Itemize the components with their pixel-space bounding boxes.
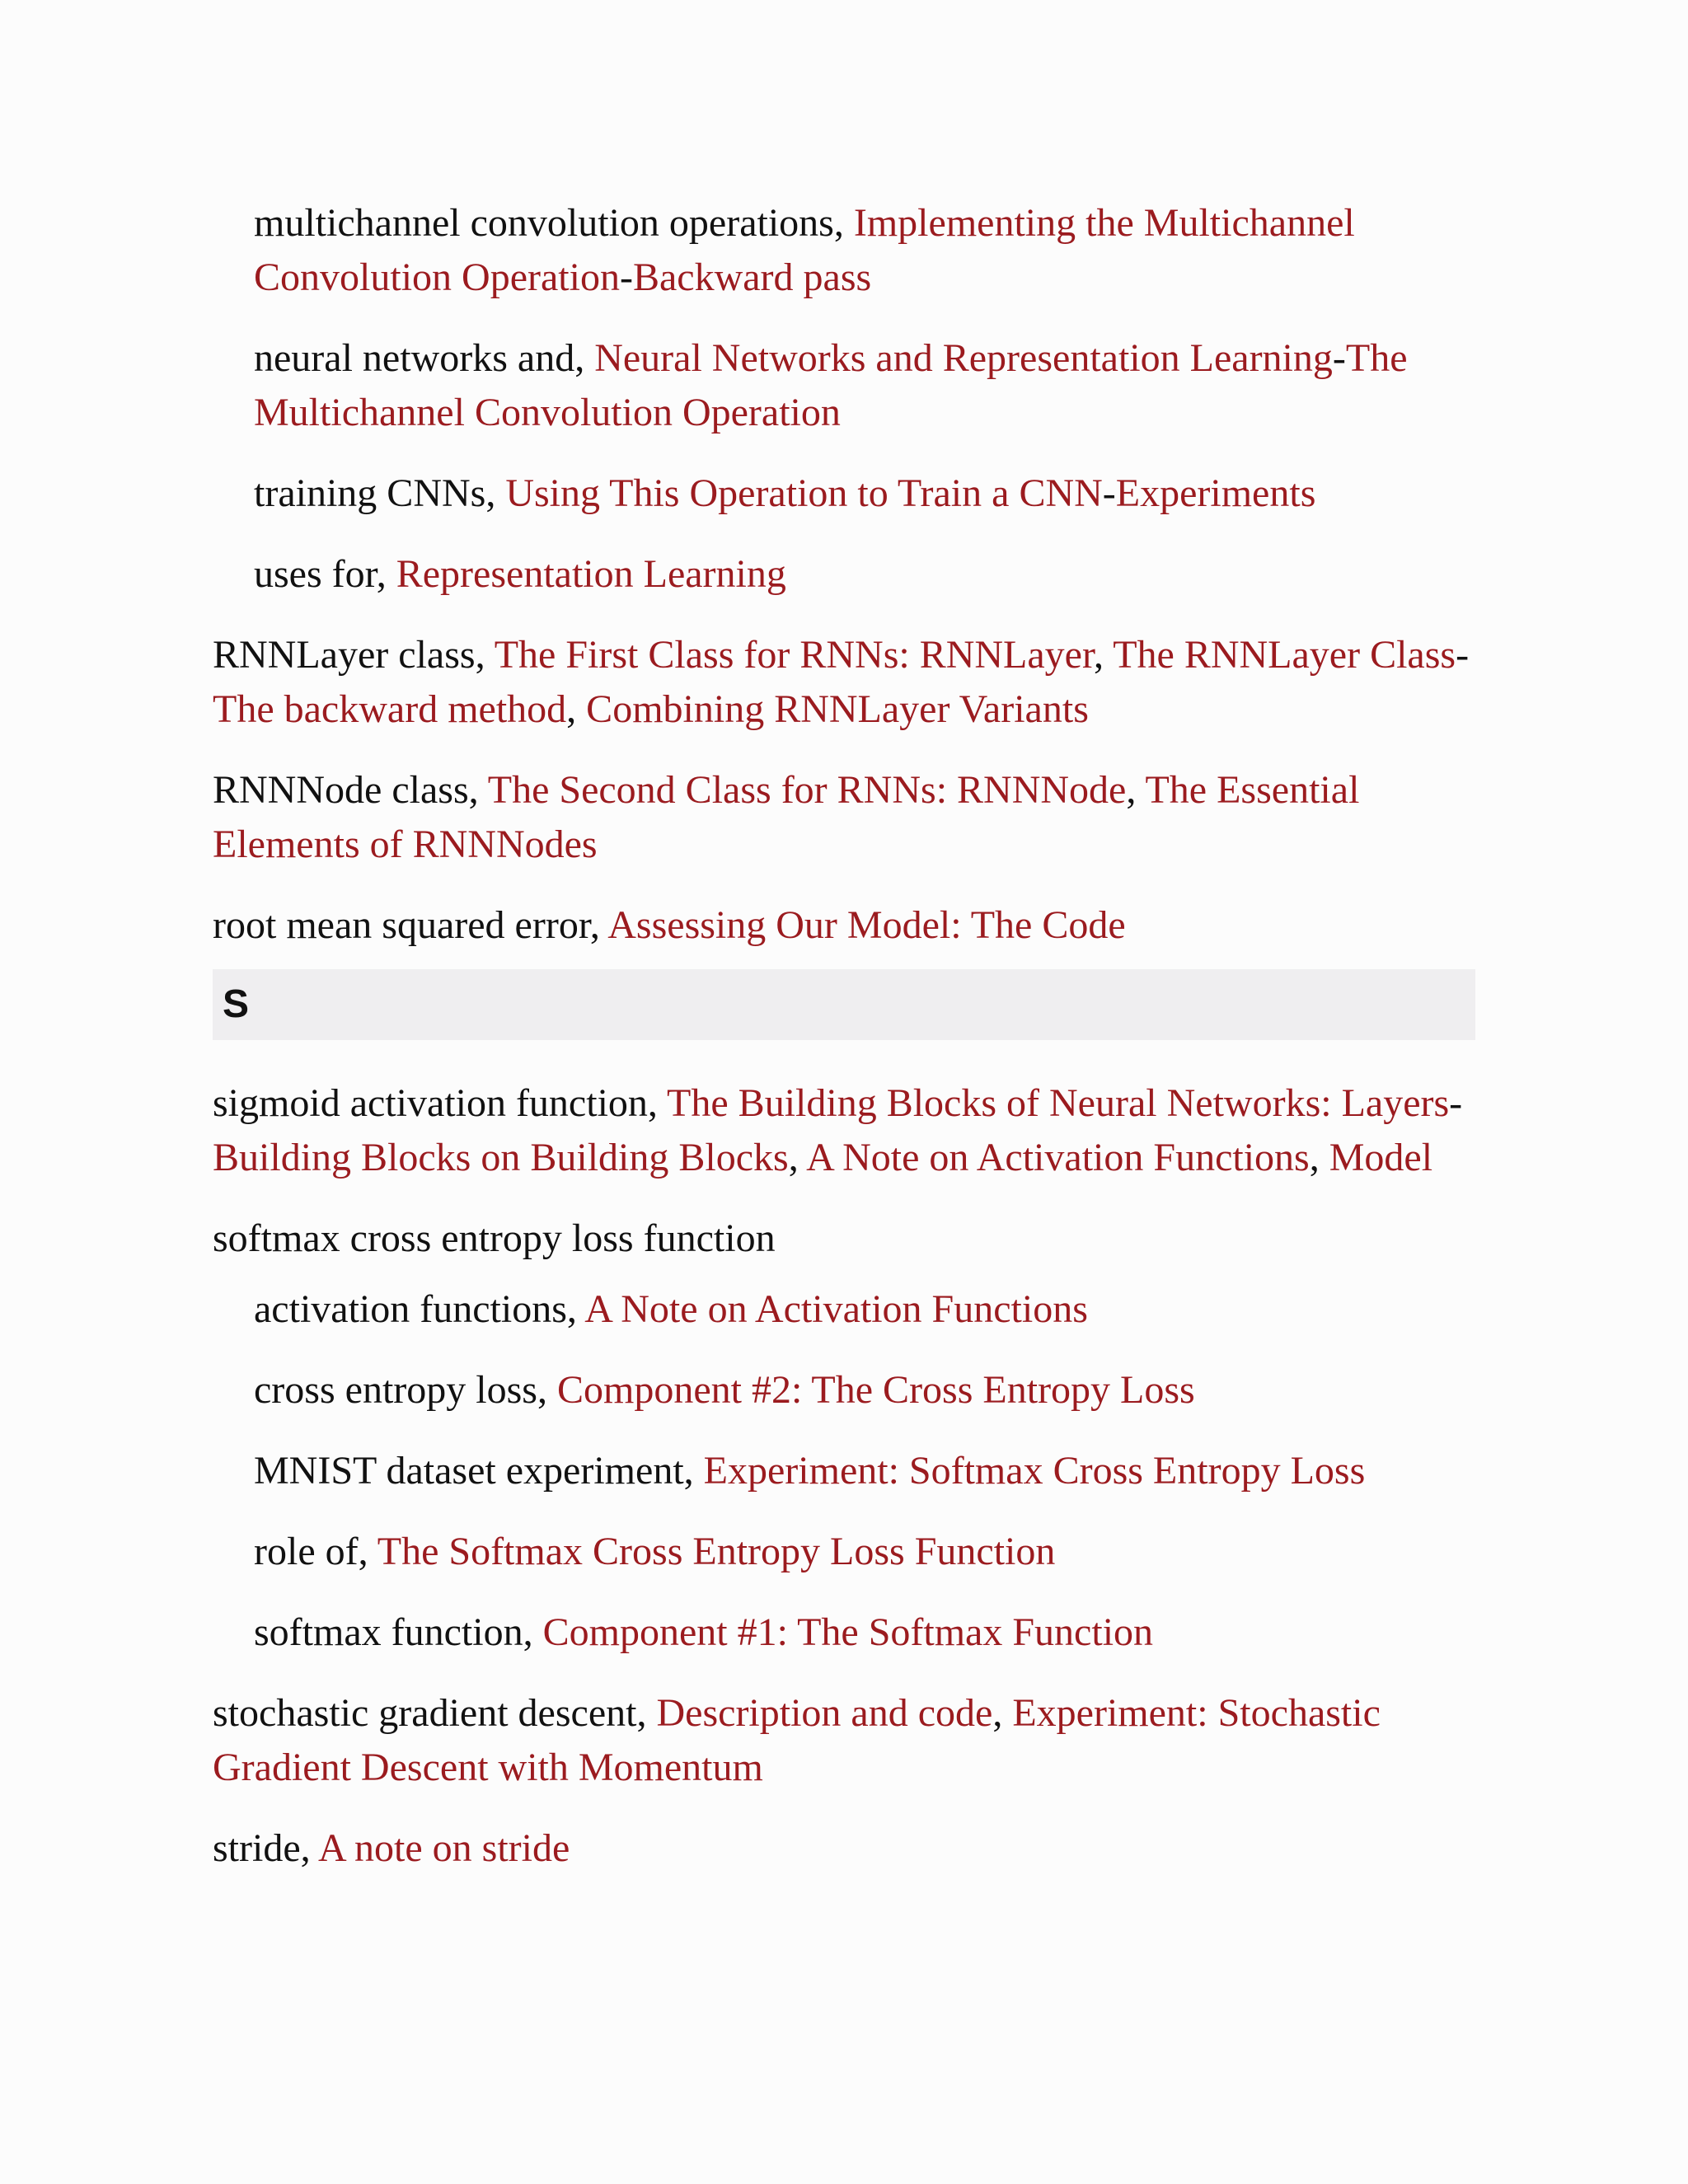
link-separator: -	[619, 255, 633, 299]
index-link-description-and-code[interactable]: Description and code	[656, 1691, 993, 1735]
index-term: multichannel convolution operations,	[254, 201, 854, 245]
link-separator: -	[1456, 633, 1470, 677]
index-entry-root-mean-squared-error	[213, 898, 1475, 953]
index-link-the-rnnlayer-class[interactable]: The RNNLayer Class	[1113, 633, 1456, 677]
index-term: root mean squared error,	[213, 903, 608, 947]
link-separator: -	[1332, 336, 1346, 380]
index-term: RNNNode class,	[213, 768, 488, 812]
index-entry-rnnlayer-class	[213, 628, 1475, 737]
index-link-assessing-our-model-the-code[interactable]: Assessing Our Model: The Code	[607, 903, 1126, 947]
index-term: role of,	[254, 1530, 377, 1573]
index-link-a-note-on-activation-functions[interactable]: A Note on Activation Functions	[806, 1136, 1310, 1179]
link-separator: ,	[566, 687, 587, 731]
index-link-experiment-softmax-cross-entropy-loss[interactable]: Experiment: Softmax Cross Entropy Loss	[703, 1449, 1366, 1493]
index-term: stride,	[213, 1826, 318, 1870]
index-link-model[interactable]: Model	[1329, 1136, 1433, 1179]
link-separator: -	[1449, 1081, 1463, 1125]
index-subentry-uses-for	[213, 547, 1475, 602]
index-link-neural-networks-and-representation-learn[interactable]: Neural Networks and Representation Learning	[594, 336, 1333, 380]
section-header-s	[213, 969, 1475, 1040]
index-link-the-multichannel-convolution-operation[interactable]: The Multichannel Convolution Operation	[254, 336, 1408, 434]
index-subentry-softmax-function	[213, 1605, 1475, 1660]
index-link-representation-learning[interactable]: Representation Learning	[396, 552, 786, 596]
index-link-component-2-the-cross-entropy-loss[interactable]: Component #2: The Cross Entropy Loss	[556, 1368, 1195, 1412]
index-term: activation functions,	[254, 1287, 585, 1331]
index-group-r	[213, 196, 1475, 953]
index-entry-stride	[213, 1821, 1475, 1876]
index-link-the-first-class-for-rnns-rnnlayer[interactable]: The First Class for RNNs: RNNLayer	[494, 633, 1095, 677]
index-link-the-second-class-for-rnns-rnnnode[interactable]: The Second Class for RNNs: RNNNode	[487, 768, 1127, 812]
index-term: MNIST dataset experiment,	[254, 1449, 704, 1493]
index-link-the-backward-method[interactable]: The backward method	[213, 687, 567, 731]
index-link-the-essential-elements-of-rnnnodes[interactable]: The Essential Elements of RNNNodes	[213, 768, 1360, 866]
index-subentry-activation-functions	[213, 1282, 1475, 1337]
index-subentry-training-cnns	[213, 466, 1475, 521]
index-term: uses for,	[254, 552, 396, 596]
index-link-experiments[interactable]: Experiments	[1115, 471, 1316, 515]
link-separator: ,	[1126, 768, 1146, 812]
index-link-backward-pass[interactable]: Backward pass	[632, 255, 872, 299]
index-entries	[213, 196, 1475, 1876]
index-link-a-note-on-activation-functions[interactable]: A Note on Activation Functions	[584, 1287, 1088, 1331]
link-separator: -	[1102, 471, 1116, 515]
index-link-building-blocks-on-building-blocks[interactable]: Building Blocks on Building Blocks	[213, 1136, 789, 1179]
index-term: sigmoid activation function,	[213, 1081, 668, 1125]
index-group-s	[213, 1076, 1475, 1876]
index-subentry-mnist-dataset-experiment	[213, 1444, 1475, 1498]
index-subentry-role-of	[213, 1525, 1475, 1579]
index-term: softmax function,	[254, 1610, 543, 1654]
index-entry-sigmoid-activation-function	[213, 1076, 1475, 1185]
index-term: softmax cross entropy loss function	[213, 1216, 776, 1260]
index-link-experiment-stochastic-gradient-descent-w[interactable]: Experiment: Stochastic Gradient Descent with Momentum	[213, 1691, 1381, 1789]
index-link-using-this-operation-to-train-a-cnn[interactable]: Using This Operation to Train a CNN	[505, 471, 1103, 515]
index-term: stochastic gradient descent,	[213, 1691, 657, 1735]
index-term: neural networks and,	[254, 336, 595, 380]
index-entry-softmax-cross-entropy-loss-function	[213, 1212, 1475, 1266]
index-term: cross entropy loss,	[254, 1368, 557, 1412]
index-entry-rnnnode-class	[213, 763, 1475, 872]
index-link-implementing-the-multichannel-convolutio[interactable]: Implementing the Multichannel Convolution Operation	[254, 201, 1355, 299]
link-separator: ,	[1309, 1136, 1329, 1179]
index-term: training CNNs,	[254, 471, 506, 515]
index-link-component-1-the-softmax-function[interactable]: Component #1: The Softmax Function	[542, 1610, 1154, 1654]
index-link-a-note-on-stride[interactable]: A note on stride	[318, 1826, 570, 1870]
link-separator: ,	[788, 1136, 807, 1179]
index-subentry-multichannel-convolution-operations	[213, 196, 1475, 305]
index-link-the-softmax-cross-entropy-loss-function[interactable]: The Softmax Cross Entropy Loss Function	[377, 1530, 1056, 1573]
index-subentry-cross-entropy-loss	[213, 1363, 1475, 1418]
index-entry-stochastic-gradient-descent	[213, 1686, 1475, 1795]
index-link-the-building-blocks-of-neural-networks-l[interactable]: The Building Blocks of Neural Networks: Layers	[667, 1081, 1450, 1125]
link-separator: ,	[1094, 633, 1114, 677]
link-separator: ,	[992, 1691, 1013, 1735]
section-letter: S	[223, 982, 250, 1026]
index-link-combining-rnnlayer-variants[interactable]: Combining RNNLayer Variants	[586, 687, 1089, 731]
index-subentry-neural-networks-and	[213, 331, 1475, 440]
index-term: RNNLayer class,	[213, 633, 495, 677]
